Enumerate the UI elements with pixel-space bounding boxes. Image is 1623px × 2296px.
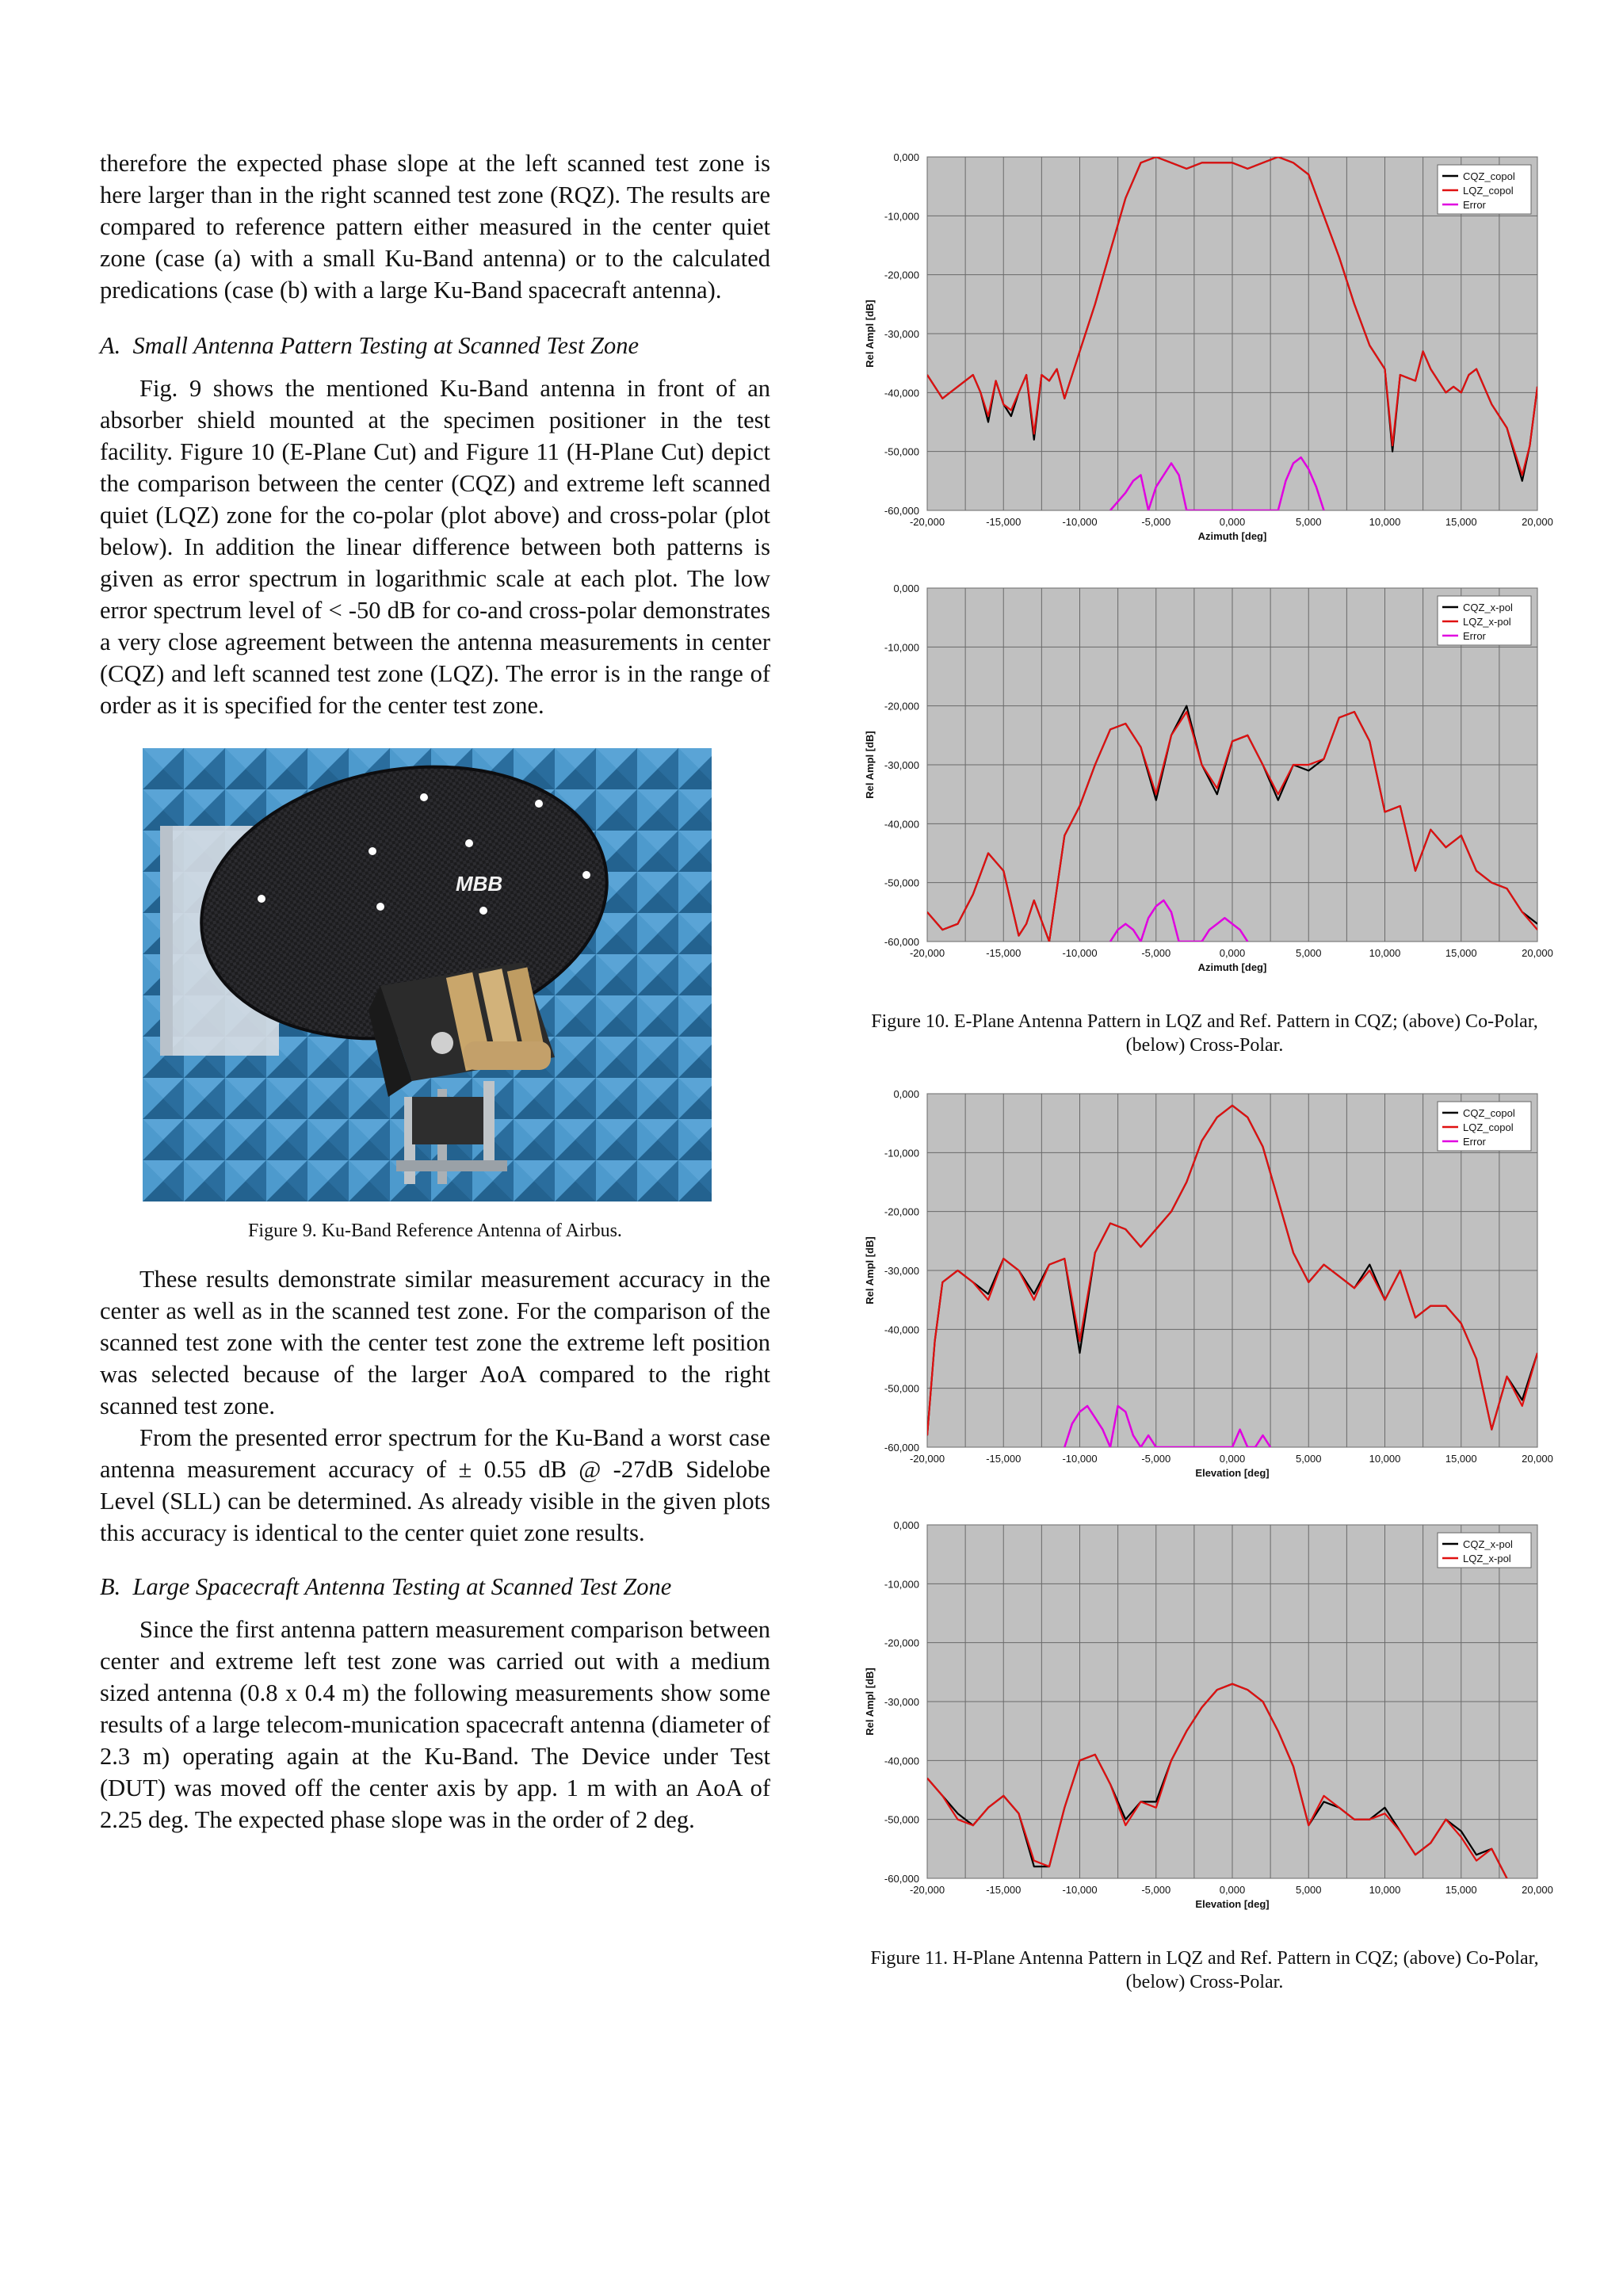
x-tick-label: 10,000 [1369, 516, 1401, 528]
y-tick-label: -10,000 [884, 641, 919, 654]
y-tick-label: -20,000 [884, 1637, 919, 1649]
paragraph-results-accuracy: These results demonstrate similar measurement accuracy in the center as well as in the scanned test zone. For the comparison of the scanned test zone with the center test zone the extreme left position was selected because of the larger AoA compared to the right scanned test zone. [100, 1266, 770, 1419]
legend-label: Error [1463, 630, 1486, 642]
figure-10-caption: Figure 10. E-Plane Antenna Pattern in LQZ and Ref. Pattern in CQZ; (above) Co-Polar, (below) Cross-Polar. [871, 1011, 1538, 1056]
y-tick-label: -60,000 [884, 1873, 919, 1885]
x-tick-label: -5,000 [1141, 516, 1171, 528]
x-tick-label: 5,000 [1295, 1884, 1322, 1896]
x-tick-label: 5,000 [1295, 516, 1322, 528]
y-tick-label: -50,000 [884, 445, 919, 458]
paragraph-fig9-description: Fig. 9 shows the mentioned Ku-Band antenna in front of an absorber shield mounted at the specimen positioner in the test facility. Figure 10 (E-Plane Cut) and Figure 11 (H-Plane Cut) depict the comparison between the center (CQZ) and extreme left scanned quiet (LQZ) zone for the co-polar (plot above) and cross-polar (plot below). In addition the linear difference between both patterns is given as error spectrum in logarithmic scale at each plot. The low error spectrum level of < -50 dB for co-and cross-polar demonstrates a very close agreement between the antenna measurements in center (CQZ) and left scanned test zone (LQZ). The error is in the range of order as it is specified for the center test zone. [100, 375, 770, 719]
y-tick-label: -10,000 [884, 1578, 919, 1591]
y-axis-label: Rel Ampl [dB] [864, 300, 876, 368]
y-tick-label: -50,000 [884, 1382, 919, 1395]
legend-label: LQZ_copol [1463, 185, 1514, 197]
x-tick-label: -5,000 [1141, 1453, 1171, 1465]
x-tick-label: -20,000 [909, 516, 945, 528]
x-axis-label: Azimuth [deg] [1197, 961, 1267, 973]
x-tick-label: -10,000 [1062, 1884, 1098, 1896]
legend-label: CQZ_copol [1463, 1107, 1515, 1119]
paragraph-large-antenna: Since the first antenna pattern measurement comparison between center and extreme left test zone was carried out with a medium sized antenna (0.8 x 0.4 m) the following measurements show some results of a large telecom-munication spacecraft antenna (diameter of 2.3 m) operating again at the Ku-Band. The Device under Test (DUT) was moved off the center axis by app. 1 m with an AoA of 2.25 deg. The expected phase slope was in the order of 2 deg. [100, 1616, 770, 1833]
x-tick-label: -20,000 [909, 1453, 945, 1465]
x-tick-label: -5,000 [1141, 1884, 1171, 1896]
chart-h-plane-copol [856, 1084, 1553, 1496]
legend-label: CQZ_copol [1463, 170, 1515, 182]
x-tick-label: 10,000 [1369, 1884, 1401, 1896]
x-tick-label: -15,000 [986, 1453, 1022, 1465]
left-column [100, 147, 770, 1836]
x-tick-label: 15,000 [1445, 947, 1477, 959]
x-tick-label: 0,000 [1219, 1884, 1246, 1896]
y-tick-label: -10,000 [884, 210, 919, 223]
y-tick-label: -20,000 [884, 269, 919, 281]
x-tick-label: 10,000 [1369, 947, 1401, 959]
y-tick-label: -50,000 [884, 1813, 919, 1826]
x-tick-label: 15,000 [1445, 1884, 1477, 1896]
x-tick-label: 20,000 [1522, 1453, 1553, 1465]
y-tick-label: 0,000 [893, 1519, 919, 1531]
section-heading-a: A. Small Antenna Pattern Testing at Scanned Test Zone [100, 332, 640, 359]
antenna-logo-text: MBB [456, 872, 503, 896]
x-axis-label: Azimuth [deg] [1197, 530, 1267, 542]
legend-label: Error [1463, 1136, 1486, 1148]
x-tick-label: -15,000 [986, 1884, 1022, 1896]
x-tick-label: 5,000 [1295, 947, 1322, 959]
y-tick-label: -40,000 [884, 387, 919, 399]
y-tick-label: -40,000 [884, 818, 919, 831]
x-tick-label: -5,000 [1141, 947, 1171, 959]
y-tick-label: -50,000 [884, 877, 919, 889]
legend-label: Error [1463, 199, 1486, 211]
y-tick-label: -40,000 [884, 1755, 919, 1767]
chart-svg-e-plane-xpol [856, 579, 1553, 991]
chart-e-plane-xpol [856, 579, 1553, 991]
y-tick-label: -60,000 [884, 1442, 919, 1454]
x-axis-label: Elevation [deg] [1195, 1467, 1270, 1479]
right-column [856, 147, 1553, 2021]
x-tick-label: -20,000 [909, 947, 945, 959]
y-tick-label: -40,000 [884, 1324, 919, 1336]
x-tick-label: -10,000 [1062, 1453, 1098, 1465]
antenna-illustration [143, 748, 712, 1201]
x-tick-label: -15,000 [986, 516, 1022, 528]
y-tick-label: 0,000 [893, 151, 919, 163]
x-axis-label: Elevation [deg] [1195, 1898, 1270, 1910]
y-axis-label: Rel Ampl [dB] [864, 1668, 876, 1736]
y-tick-label: -20,000 [884, 1205, 919, 1218]
x-tick-label: 20,000 [1522, 516, 1553, 528]
chart-svg-h-plane-copol [856, 1084, 1553, 1496]
x-tick-label: 15,000 [1445, 516, 1477, 528]
figure-9-caption: Figure 9. Ku-Band Reference Antenna of Airbus. [248, 1221, 622, 1241]
x-tick-label: -20,000 [909, 1884, 945, 1896]
y-tick-label: -30,000 [884, 759, 919, 771]
x-tick-label: 0,000 [1219, 947, 1246, 959]
x-tick-label: 0,000 [1219, 1453, 1246, 1465]
y-tick-label: -60,000 [884, 936, 919, 948]
chart-svg-e-plane-copol [856, 147, 1553, 560]
x-tick-label: 0,000 [1219, 516, 1246, 528]
figure-11-caption: Figure 11. H-Plane Antenna Pattern in LQZ and Ref. Pattern in CQZ; (above) Co-Polar, (below) Cross-Polar. [870, 1948, 1539, 1992]
legend-label: LQZ_x-pol [1463, 616, 1511, 628]
legend-label: LQZ_copol [1463, 1121, 1514, 1133]
x-tick-label: -10,000 [1062, 947, 1098, 959]
x-tick-label: 20,000 [1522, 947, 1553, 959]
legend-label: CQZ_x-pol [1463, 1538, 1513, 1550]
legend-label: CQZ_x-pol [1463, 602, 1513, 613]
legend-label: LQZ_x-pol [1463, 1553, 1511, 1564]
y-axis-label: Rel Ampl [dB] [864, 731, 876, 799]
figure-9 [100, 748, 770, 1243]
antenna-photo [143, 748, 712, 1201]
chart-e-plane-copol [856, 147, 1553, 560]
y-tick-label: -30,000 [884, 1696, 919, 1708]
paragraph-error-spectrum: From the presented error spectrum for the Ku-Band a worst case antenna measurement accuracy of ± 0.55 dB @ -27dB Sidelobe Level (SLL) can be determined. As already visible in the given plots this accuracy is identical to the center quiet zone results. [100, 1424, 770, 1546]
x-tick-label: -10,000 [1062, 516, 1098, 528]
x-tick-label: 5,000 [1295, 1453, 1322, 1465]
section-heading-b: B. Large Spacecraft Antenna Testing at Scanned Test Zone [100, 1573, 672, 1600]
x-tick-label: 10,000 [1369, 1453, 1401, 1465]
y-tick-label: -10,000 [884, 1147, 919, 1159]
y-tick-label: 0,000 [893, 583, 919, 594]
y-tick-label: -60,000 [884, 505, 919, 517]
y-axis-label: Rel Ampl [dB] [864, 1236, 876, 1305]
chart-h-plane-xpol [856, 1515, 1553, 1927]
y-tick-label: -30,000 [884, 328, 919, 340]
y-tick-label: -30,000 [884, 1265, 919, 1277]
y-tick-label: -20,000 [884, 700, 919, 712]
x-tick-label: 15,000 [1445, 1453, 1477, 1465]
x-tick-label: -15,000 [986, 947, 1022, 959]
paragraph-intro: therefore the expected phase slope at the left scanned test zone is here larger than in the right scanned test zone (RQZ). The results are compared to reference pattern either measured in the center quiet zone (case (a) with a small Ku-Band antenna) or to the calculated predications (case (b) with a large Ku-Band spacecraft antenna). [100, 150, 770, 304]
chart-svg-h-plane-xpol [856, 1515, 1553, 1927]
y-tick-label: 0,000 [893, 1088, 919, 1100]
x-tick-label: 20,000 [1522, 1884, 1553, 1896]
